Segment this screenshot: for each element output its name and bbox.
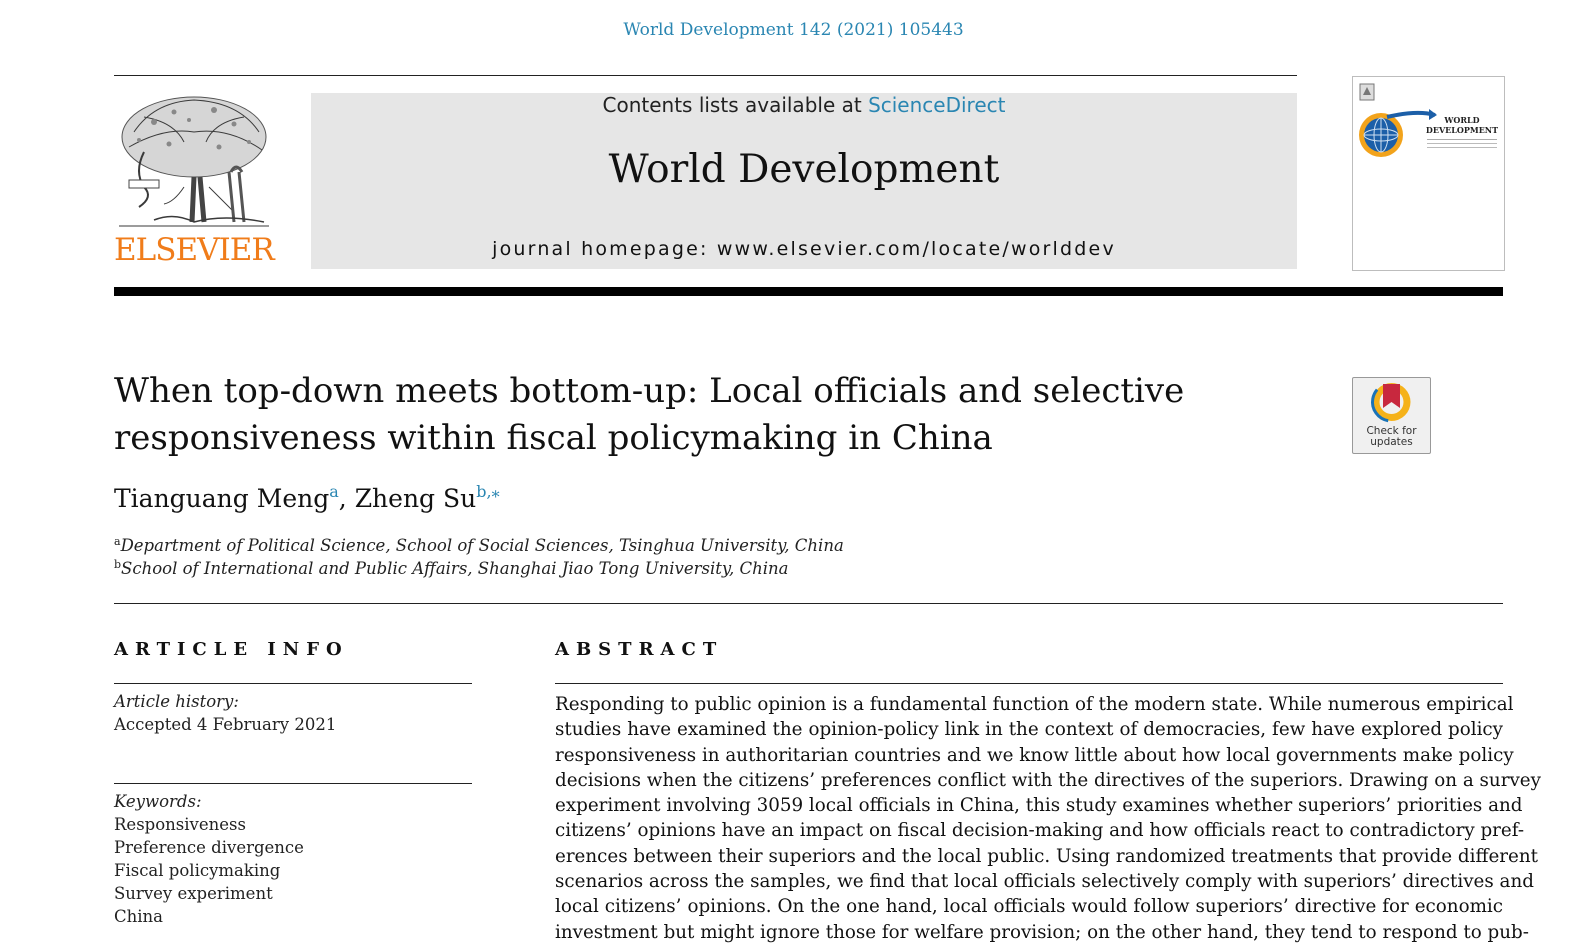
sciencedirect-link[interactable]: ScienceDirect: [868, 93, 1006, 117]
elsevier-wordmark: ELSEVIER: [114, 232, 274, 268]
abstract-heading: ABSTRACT: [555, 639, 724, 660]
cover-fine-print: [1427, 139, 1497, 148]
affiliation-mark: a: [114, 535, 121, 548]
abstract-line: citizens’ opinions have an impact on fiscal decision-making and how officials react to contradictory pref-: [555, 820, 1525, 842]
abstract-line: Responding to public opinion is a fundamental function of the modern state. While numerous empirical: [555, 694, 1514, 715]
check-updates-icon: [1353, 378, 1430, 426]
keywords-block: [114, 790, 304, 928]
history-label: Article history:: [114, 692, 239, 711]
article-title: [114, 368, 1214, 462]
author-separator: ,: [338, 484, 355, 513]
journal-homepage[interactable]: journal homepage: www.elsevier.com/locate/worlddev: [492, 238, 1116, 260]
keyword: Responsiveness: [114, 815, 246, 834]
keywords-label: Keywords:: [114, 792, 202, 811]
contents-prefix: Contents lists available at: [602, 93, 869, 117]
author-list: [114, 482, 500, 513]
cover-title: [1423, 115, 1501, 135]
affiliation-mark: b: [114, 558, 122, 571]
abstract-line: studies have examined the opinion-policy link in the context of democracies, few have explored policy: [555, 719, 1503, 741]
title-line-1: When top-down meets bottom-up: Local officials and selective: [114, 371, 1185, 411]
author-name[interactable]: Tianguang Meng: [114, 484, 330, 513]
globe-icon: [1357, 105, 1437, 165]
affiliation-text: Department of Political Science, School of Social Sciences, Tsinghua University, China: [120, 536, 844, 555]
affiliation-text: School of International and Public Affairs, Shanghai Jiao Tong University, China: [121, 559, 789, 578]
journal-banner: [311, 93, 1297, 269]
cover-elsevier-mini-icon: [1359, 83, 1375, 101]
keyword: China: [114, 907, 163, 926]
abstract-line: erences between their superiors and the local public. Using randomized treatments that provide different: [555, 845, 1538, 867]
journal-name[interactable]: World Development: [608, 147, 1000, 192]
abstract-line: responsiveness in authoritarian countries and we know little about how local governments make policy: [555, 744, 1514, 766]
keyword: Fiscal policymaking: [114, 861, 281, 880]
elsevier-logo[interactable]: [114, 92, 272, 272]
abstract-line: local citizens’ opinions. On the one hand, local officials would follow superiors’ directive for economic: [555, 896, 1503, 918]
check-for-updates-button[interactable]: [1352, 377, 1431, 454]
title-line-2: responsiveness within fiscal policymaking in China: [114, 418, 993, 458]
abstract-line: decisions when the citizens’ preferences conflict with the directives of the superiors. Drawing on a survey: [555, 769, 1541, 791]
section-divider: [114, 603, 1503, 604]
check-updates-line1: Check for: [1366, 425, 1417, 437]
check-updates-label: [1353, 426, 1430, 448]
keyword: Preference divergence: [114, 838, 304, 857]
abstract-line: experiment involving 3059 local officials in China, this study examines whether superiors’ priorities and: [555, 795, 1523, 817]
article-info-heading: ARTICLE INFO: [114, 639, 349, 660]
author-affiliation-mark[interactable]: b,⁎: [476, 482, 500, 501]
affiliation-b: [114, 558, 789, 578]
abstract-body: [555, 692, 1541, 945]
abstract-rule: [555, 683, 1503, 684]
journal-cover-thumbnail[interactable]: [1352, 76, 1505, 271]
author-affiliation-mark[interactable]: a: [329, 482, 339, 501]
abstract-line: scenarios across the samples, we find that local officials selectively comply with superiors’ directives and: [555, 871, 1534, 893]
elsevier-tree-icon: [114, 92, 272, 230]
article-info-rule: [114, 683, 472, 684]
cover-title-line2: DEVELOPMENT: [1425, 125, 1499, 135]
abstract-line: investment but might ignore those for welfare provision; on the other hand, they tend to respond to pub-: [555, 921, 1529, 943]
cover-title-line1: WORLD: [1444, 115, 1480, 125]
article-history: [114, 690, 336, 736]
contents-line: [311, 93, 1297, 117]
history-value: Accepted 4 February 2021: [114, 715, 337, 734]
header-thick-rule: [114, 287, 1503, 296]
journal-citation[interactable]: World Development 142 (2021) 105443: [623, 20, 964, 40]
keyword: Survey experiment: [114, 884, 273, 903]
affiliation-a: [114, 535, 844, 555]
top-rule: [114, 75, 1297, 76]
author-name[interactable]: Zheng Su: [354, 484, 477, 513]
check-updates-line2: updates: [1370, 436, 1413, 448]
keywords-rule: [114, 783, 472, 784]
